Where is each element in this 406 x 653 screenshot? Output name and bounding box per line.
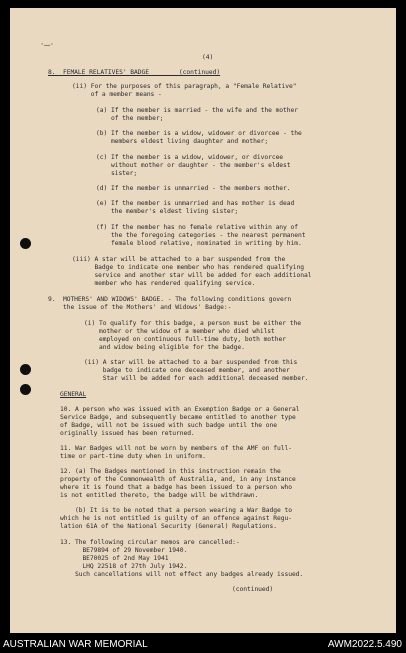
- item-f-3: female blood relative, nominated in writing by him.: [96, 240, 302, 247]
- footer-bar: [0, 635, 406, 653]
- para-12a-2: property of the Commonwealth of Australia, and, in any instance: [60, 476, 296, 483]
- item-f-2: the the foregoing categories - the nearest permanent: [96, 232, 306, 239]
- item-f-1: (f) If the member has no female relative within any of: [96, 224, 299, 231]
- item-a-1: (a) If the member is married - the wife and the mother: [96, 107, 299, 114]
- footer-accession-number: AWM2022.5.490: [327, 639, 402, 650]
- item-e-1: (e) If the member is unmarried and has mother is dead: [96, 200, 295, 207]
- section-9-heading-1: 9. MOTHERS' AND WIDOWS' BADGE. - The following conditions govern: [48, 296, 292, 303]
- section-8-intro-2: of a member means -: [72, 91, 162, 98]
- general-heading: GENERAL: [60, 391, 87, 398]
- item-a-2: of the member;: [96, 115, 164, 122]
- para-12a-4: is not entitled thereto, the badge will be withdrawn.: [60, 492, 259, 499]
- punch-hole-1: [20, 238, 31, 249]
- section-8-iii-1: (iii) A star will be attached to a bar suspended from the: [72, 256, 286, 263]
- section-9-i-2: mother or the widow of a member who died whilst: [84, 328, 275, 335]
- section-8-iii-3: service and another star will be added for each additional: [72, 272, 312, 279]
- para-10-3: of Badge, will not be issued with such badge until the one: [60, 422, 277, 429]
- para-12a-1: 12. (a) The Badges mentioned in this instruction remain the: [60, 468, 281, 475]
- item-c-3: sister;: [96, 170, 138, 177]
- footer-institution: AUSTRALIAN WAR MEMORIAL: [3, 639, 148, 650]
- section-9-ii-1: (ii) A star will be attached to a bar suspended from this: [84, 359, 298, 366]
- para-12b-3: lation 61A of the National Security (General) Regulations.: [60, 523, 277, 530]
- section-8-heading: 8. FEMALE RELATIVES' BADGE (continued): [48, 69, 221, 76]
- item-c-2: without mother or daughter - the member's eldest: [96, 162, 291, 169]
- section-8-iii-2: Badge to indicate one member who has rendered qualifying: [72, 264, 304, 271]
- section-9-i-3: employed on continuous full-time duty, both mother: [84, 336, 287, 343]
- para-13-5: Such cancellations will not effect any badges already issued.: [60, 571, 304, 578]
- section-8-iii-4: member who has rendered qualifying service.: [72, 280, 256, 287]
- para-13-1: 13. The following circular memos are cancelled:-: [60, 539, 240, 546]
- section-9-ii-3: Star will be added for each additional deceased member.: [84, 375, 309, 382]
- punch-hole-2: [20, 364, 31, 375]
- item-d-1: (d) If the member is unmarried - the members mother.: [96, 185, 291, 192]
- para-13-2: BE79894 of 29 November 1940.: [60, 547, 188, 554]
- section-9-ii-2: badge to indicate one deceased member, and another: [84, 367, 290, 374]
- para-10-1: 10. A person who was issued with an Exemption Badge or a General: [60, 406, 300, 413]
- item-c-1: (c) If the member is a widow, widower, or divorcee: [96, 154, 284, 161]
- item-e-2: the member's eldest living sister;: [96, 208, 239, 215]
- section-9-i-4: and widow being eligible for the badge.: [84, 344, 245, 351]
- para-12a-3: where it is found that a badge has been issued to a person who: [60, 484, 292, 491]
- punch-hole-3: [20, 384, 31, 395]
- page-number: (4): [202, 54, 214, 61]
- section-8-intro-1: (ii) For the purposes of this paragraph, a "Female Relative": [72, 83, 297, 90]
- section-9-heading-2: the issue of the Mothers' and Widows' Badge:-: [48, 304, 232, 311]
- para-12b-1: (b) It is to be noted that a person wearing a War Badge to: [60, 507, 292, 514]
- item-b-1: (b) If the member is a widow, widower or divorcee - the: [96, 130, 302, 137]
- para-11-2: time or part-time duty when in uniform.: [60, 453, 206, 460]
- para-13-3: BE70025 of 2nd May 1941: [60, 555, 169, 562]
- para-10-2: Service Badge, and subsequently became entitled to another type: [60, 414, 296, 421]
- para-10-4: originally issued has been returned.: [60, 430, 195, 437]
- para-11-1: 11. War Badges will not be worn by members of the AMF on full-: [60, 445, 292, 452]
- para-13-4: LHQ 22518 of 27th July 1942.: [60, 563, 188, 570]
- pencil-mark: 'ꟷ': [40, 42, 55, 50]
- para-12b-2: which he is not entitled is guilty of an offence against Regu-: [60, 515, 292, 522]
- document-page: [10, 8, 396, 633]
- item-b-2: members eldest living daughter and mother;: [96, 138, 269, 145]
- continued-label: (continued): [232, 586, 274, 593]
- section-9-i-1: (i) To qualify for this badge, a person must be either the: [84, 320, 301, 327]
